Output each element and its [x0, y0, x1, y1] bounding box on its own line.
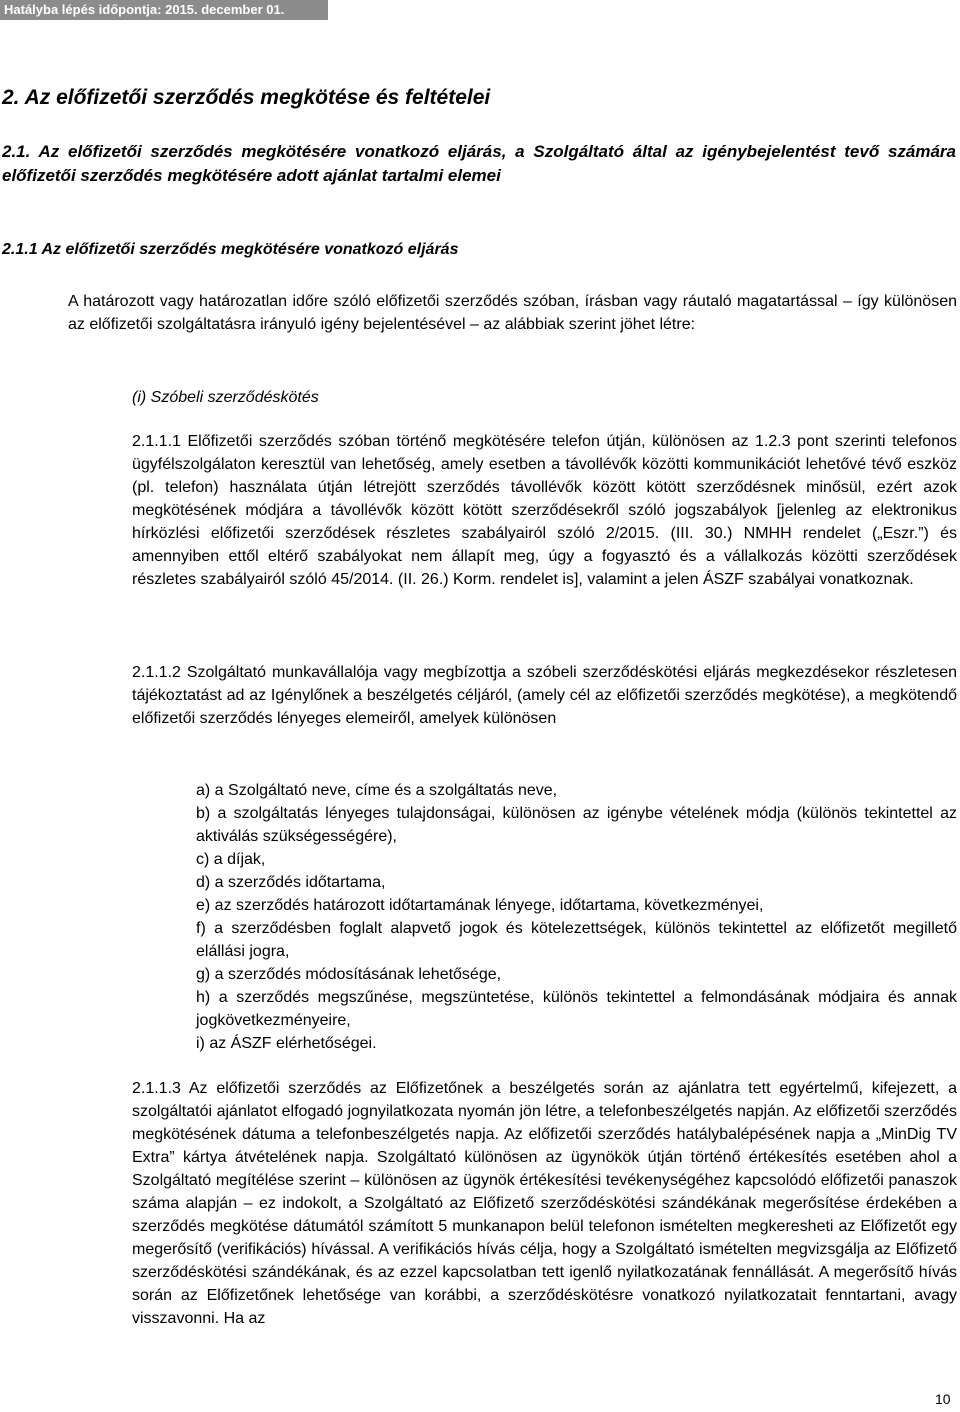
effective-date-banner: Hatályba lépés időpontja: 2015. december 01. — [0, 0, 328, 20]
oral-contract-subheading: (i) Szóbeli szerződéskötés — [132, 389, 319, 406]
list-item: c) a díjak, — [196, 851, 266, 868]
list-item: d) a szerződés időtartama, — [196, 874, 386, 891]
essential-elements-list — [196, 779, 957, 1055]
paragraph-2-1-1-1-2: 2.1.1.2 Szolgáltató munkavállalója vagy megbízottja a szóbeli szerződéskötési eljárás megkezdésekor részletesen tájékoztatást ad az Igénylőnek a beszélgetés céljáról, (amely cél az előfizetői szerződés megkötése), a megkötendő előfizetői szerződés lényeges elemeiről, amelyek különösen — [132, 664, 957, 727]
paragraph-2-1-1-1-3: 2.1.1.3 Az előfizetői szerződés az Előfizetőnek a beszélgetés során az ajánlatra tett egyértelmű, kifejezett, a szolgáltatói ajánlatot elfogadó jognyilatkozata nyomán jön létre, a telefonbeszélgetés napján. Az előfizetői szerződés megkötésének dátuma a telefonbeszélgetés napja. Az előfizetői szerződés hatálybalépésének napja a „MinDig TV Extra” kártya átvételének napja. Szolgáltató különösen az ügynökök útján történő értékesítés esetében ahol a Szolgáltató megítélése szerint ‒ különösen az ügynök értékesítési tevékenységéhez kapcsolódó előfizetői panaszok száma alapján ‒ ez indokolt, a Szolgáltató az Előfizető szerződéskötési szándékának megerősítése érdekében a szerződés megkötése dátumától számított 5 munkanapon belül telefonon ismételten megkeresheti az Előfizetőt egy megerősítő (verifikációs) hívással. A verifikációs hívás célja, hogy a Szolgáltató ismételten megvizsgálja az Előfizető szerződéskötési szándékának, és az ezzel kapcsolatban tett igenlő nyilatkozatának fennállását. A megerősítő hívás során az Előfizetőnek lehetősége van korábbi, a szerződéskötésre vonatkozó nyilatkozatait fenntartani, avagy visszavonni. Ha az — [132, 1080, 957, 1327]
list-item: g) a szerződés módosításának lehetősége, — [196, 966, 502, 983]
section-heading: 2. Az előfizetői szerződés megkötése és feltételei — [2, 86, 491, 109]
paragraph-2-1-1-1-1: 2.1.1.1 Előfizetői szerződés szóban történő megkötésére telefon útján, különösen az 1.2.3 pont szerinti telefonos ügyfélszolgálaton keresztül van lehetőség, amely esetben a távollévők közötti kommunikációt lehetővé tévő eszköz (pl. telefon) használata útján létrejött szerződés távollévők között kötött szerződésnek minősül, ezért azok megkötésének módjára a távollévők között kötött szerződésekről szóló jogszabályok [jelenleg az elektronikus hírközlési előfizetői szerződések részletes szabályairól szóló 2/2015. (III. 30.) NMHH rendelet („Eszr.”) és amennyiben ettől eltérő szabályokat nem állapít meg, úgy a fogyasztó és a vállalkozás közötti szerződések részletes szabályairól szóló 45/2014. (II. 26.) Korm. rendelet is], valamint a jelen ÁSZF szabályai vonatkoznak. — [132, 433, 957, 588]
intro-paragraph: A határozott vagy határozatlan időre szóló előfizetői szerződés szóban, írásban vagy ráutaló magatartással ‒ így különösen az előfizetői szolgáltatásra irányuló igény bejelentésével ‒ az alábbiak szerint jöhet létre: — [68, 293, 957, 333]
subsubsection-heading: 2.1.1 Az előfizetői szerződés megkötésére vonatkozó eljárás — [2, 241, 459, 258]
list-item: b) a szolgáltatás lényeges tulajdonságai, különösen az igénybe vételének módja (különös tekintettel az aktiválás szükségességére), — [196, 805, 957, 845]
list-item: e) az szerződés határozott időtartamának lényege, időtartama, következményei, — [196, 897, 764, 914]
list-item: f) a szerződésben foglalt alapvető jogok és kötelezettségek, különös tekintettel az előfizetőt megillető elállási jogra, — [196, 920, 957, 960]
list-item: h) a szerződés megszűnése, megszüntetése, különös tekintettel a felmondásának módjaira és annak jogkövetkezményeire, — [196, 989, 957, 1029]
list-item: a) a Szolgáltató neve, címe és a szolgáltatás neve, — [196, 782, 558, 799]
list-item: i) az ÁSZF elérhetőségei. — [196, 1035, 377, 1052]
page-number: 10 — [935, 1391, 951, 1407]
subsection-heading: 2.1. Az előfizetői szerződés megkötésére vonatkozó eljárás, a Szolgáltató által az igénybejelentést tevő számára előfizetői szerződés megkötésére adott ajánlat tartalmi elemei — [2, 142, 956, 185]
